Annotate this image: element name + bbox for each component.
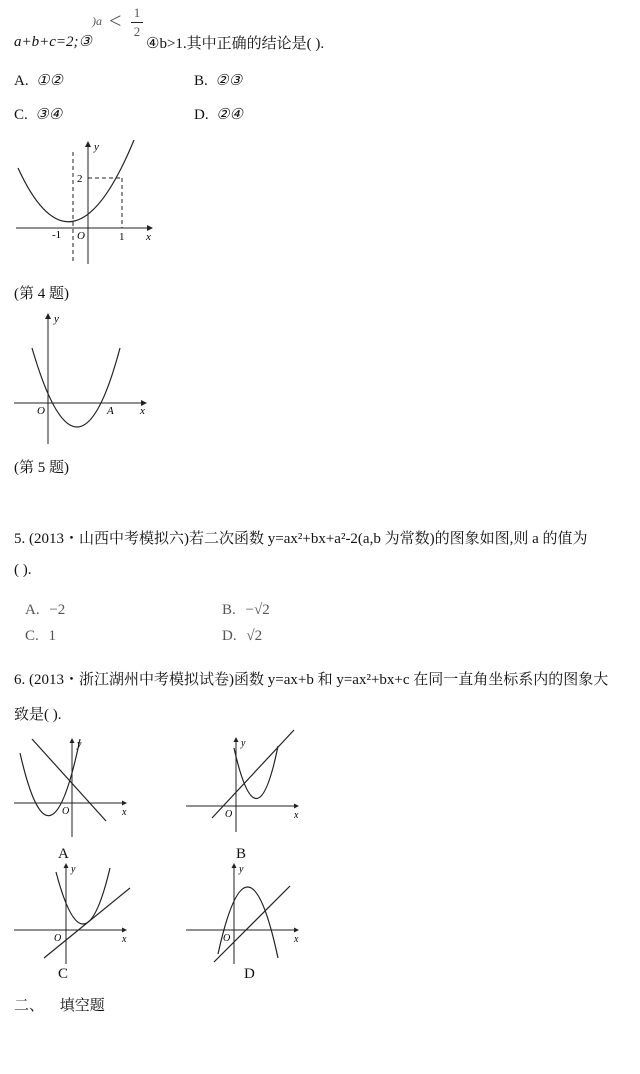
q4-tail-part1: a+b+c=2;③ — [14, 34, 92, 50]
option-label: C. — [25, 628, 39, 644]
tick-one: 1 — [119, 231, 125, 243]
q4-option-c — [14, 105, 62, 124]
tick-two: 2 — [77, 173, 83, 185]
option-label: D. — [194, 107, 209, 123]
q6-graph-b — [182, 730, 312, 840]
q5-option-b — [222, 602, 270, 619]
q4-fraction-condition — [92, 6, 152, 46]
q4-frac-bar — [131, 22, 143, 23]
option-label: B. — [194, 73, 208, 89]
parabola-curve — [18, 140, 134, 222]
origin-label: O — [37, 405, 45, 417]
q6-stem-line1 — [14, 668, 608, 689]
q6-graph-a-label: A — [58, 846, 69, 862]
parabola-curve — [20, 739, 80, 816]
section-title: 填空题 — [59, 998, 105, 1014]
q6-graph-c — [10, 858, 140, 968]
line-graph — [212, 730, 294, 818]
option-value: ①② — [36, 73, 63, 89]
q5-figure — [12, 310, 162, 450]
y-axis-label: y — [54, 313, 59, 325]
q5-stem-line2: ( ). — [14, 562, 32, 578]
x-axis-label: x — [294, 934, 299, 945]
q4-tail-part2: ④b>1.其中正确的结论是( ). — [146, 36, 325, 52]
option-label: A. — [25, 602, 40, 618]
option-value: ③④ — [35, 107, 63, 123]
q5-figure-caption: (第 5 题) — [14, 460, 69, 476]
y-axis-label: y — [71, 864, 76, 875]
q6-graph-d-label: D — [244, 966, 255, 982]
q6-graph-d — [182, 858, 312, 968]
parabola-curve — [218, 887, 278, 958]
option-label: C. — [14, 107, 28, 123]
line-graph — [44, 888, 130, 958]
q5-option-d — [222, 628, 262, 645]
q4-caption: (第 4 题) — [14, 286, 69, 302]
x-axis-label: x — [140, 405, 145, 417]
y-axis-label: y — [77, 739, 82, 750]
q4-option-a — [14, 71, 63, 90]
q6-source: (2013・浙江湖州中考模拟试卷) — [29, 672, 234, 688]
origin-label: O — [225, 809, 233, 820]
origin-label: O — [77, 230, 85, 242]
q5-source: (2013・山西中考模拟六) — [29, 531, 189, 547]
origin-label: O — [62, 806, 70, 817]
y-axis-label: y — [94, 141, 99, 153]
q4-tail-part2-line — [146, 32, 324, 53]
q6-stem: 函数 y=ax+b 和 y=ax²+bx+c 在同一直角坐标系内的图象大 — [234, 672, 609, 688]
section-heading — [14, 994, 105, 1015]
q4-figure — [10, 138, 170, 268]
option-label: B. — [222, 602, 236, 618]
origin-label: O — [54, 933, 62, 944]
q6-number: 6. — [14, 672, 26, 688]
q5-number: 5. — [14, 531, 26, 547]
section-number: 二、 — [14, 998, 45, 1014]
x-axis-label: x — [294, 810, 299, 821]
origin-label: O — [223, 933, 231, 944]
x-axis-label: x — [122, 934, 127, 945]
x-axis-label: x — [122, 807, 127, 818]
point-a-label: A — [107, 405, 114, 417]
q5-option-c — [25, 628, 56, 645]
q4-frac-num: 1 — [133, 5, 141, 20]
q6-stem-line2: 致是( ). — [14, 707, 62, 723]
parabola-curve — [56, 868, 110, 924]
q6-graph-b-label: B — [236, 846, 247, 862]
option-value: ②③ — [215, 73, 243, 89]
option-value: ②④ — [216, 107, 243, 123]
option-label: D. — [222, 628, 237, 644]
q5-stem-line1 — [14, 527, 588, 548]
q6-graph-c-label: C — [58, 966, 69, 982]
y-axis-label: y — [239, 864, 244, 875]
q5-option-a — [25, 602, 65, 619]
y-axis-label: y — [241, 738, 246, 749]
tick-minus-one: -1 — [52, 229, 62, 241]
option-label: A. — [14, 73, 29, 89]
option-value: −√2 — [245, 602, 270, 618]
q4-option-d — [194, 105, 243, 124]
option-value: 1 — [48, 628, 57, 644]
q4-statement-line — [14, 32, 92, 51]
x-axis-label: x — [146, 231, 151, 243]
q5-stem: 若二次函数 y=ax²+bx+a²-2(a,b 为常数)的图象如图,则 a 的值为 — [189, 531, 588, 547]
q4-frac-lt: < — [109, 8, 122, 33]
q4-frac-den: 2 — [133, 24, 141, 39]
q4-frac-prefix: )a — [92, 14, 102, 28]
option-value: −2 — [49, 602, 66, 618]
q4-option-b — [194, 71, 242, 90]
q6-graph-a — [10, 735, 140, 845]
option-value: √2 — [246, 628, 263, 644]
